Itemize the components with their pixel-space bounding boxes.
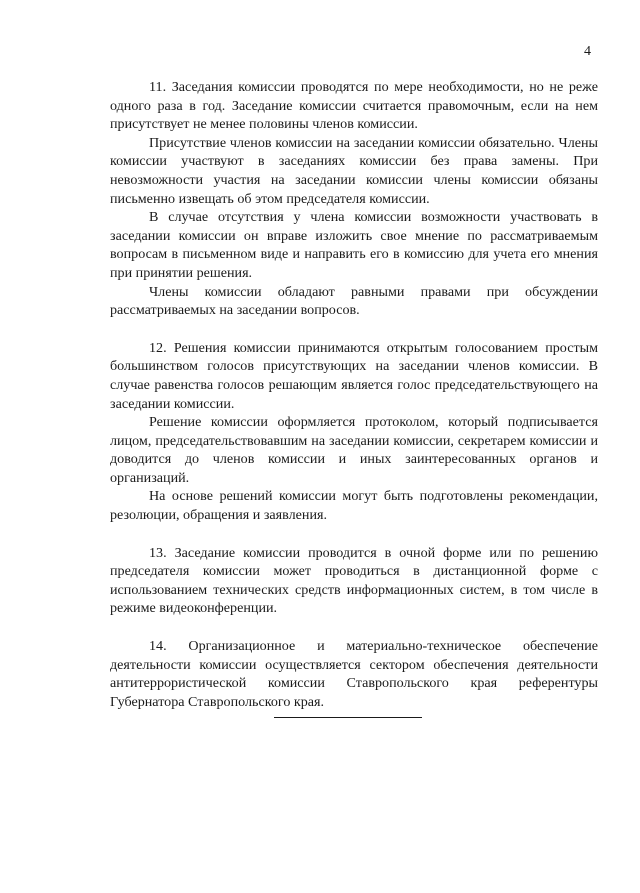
closing-divider-line — [274, 717, 422, 718]
paragraph-11-meetings: 11. Заседания комиссии проводятся по мере необходимости, но не реже одного раза в год. Заседание комиссии считается правомочным, если на нем присутствует не менее половины членов комиссии. — [110, 79, 598, 133]
paragraph-13-meeting-form: 13. Заседание комиссии проводится в очной форме или по решению председателя комиссии может проводиться в дистанционной форме с использованием технических средств информационных систем, в том числе в режиме видеоконференции. — [110, 544, 598, 617]
paragraph-recommendations: На основе решений комиссии могут быть подготовлены рекомендации, резолюции, обращения и заявления. — [110, 488, 598, 524]
paragraph-absence-opinion: В случае отсутствия у члена комиссии возможности участвовать в заседании комиссии он вправе изложить свое мнение по рассматриваемым вопросам в письменном виде и направить его в комиссию для учета его мнения при принятии решения. — [110, 209, 598, 281]
paragraph-attendance: Присутствие членов комиссии на заседании комиссии обязательно. Члены комиссии участвуют в заседаниях комиссии без права замены. При невозможности участия на заседании комиссии члены комиссии обязаны письменно извещать об этом председателя комиссии. — [110, 134, 598, 207]
page-number: 4 — [584, 44, 591, 59]
document-body — [110, 78, 598, 711]
paragraph-12-decisions: 12. Решения комиссии принимаются открытым голосованием простым большинством голосов присутствующих на заседании членов комиссии. В случае равенства голосов решающим является голос председательствующего на заседании комиссии. — [110, 339, 598, 412]
paragraph-equal-rights: Члены комиссии обладают равными правами при обсуждении рассматриваемых на заседании вопросов. — [110, 283, 598, 319]
paragraph-protocol: Решение комиссии оформляется протоколом, который подписывается лицом, председательствовавшим на заседании комиссии, секретарем комиссии и доводится до членов комиссии и иных заинтересованных органов и организаций. — [110, 414, 598, 486]
paragraph-14-support: 14. Организационное и материально-техническое обеспечение деятельности комиссии осуществляется сектором обеспечения деятельности антитеррористической комиссии Ставропольского края референтуры Губернатора Ставропольского края. — [110, 638, 598, 710]
